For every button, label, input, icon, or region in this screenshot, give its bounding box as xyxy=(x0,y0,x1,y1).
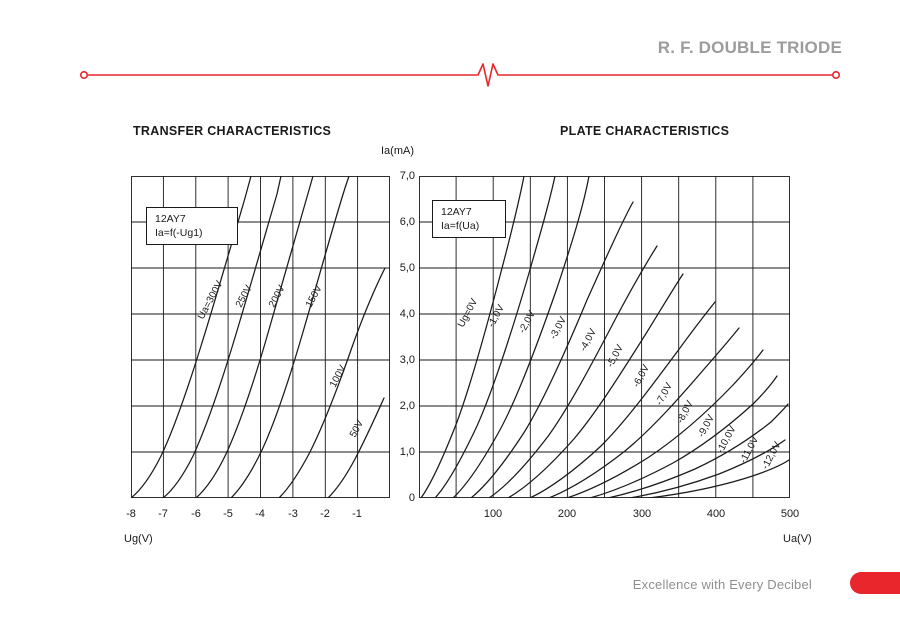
xtick-right-2: 300 xyxy=(632,508,652,520)
curve-label-100v: 100V xyxy=(327,363,349,390)
axis-label-ug: Ug(V) xyxy=(124,533,153,545)
xtick-right-1: 200 xyxy=(557,508,577,520)
curve-label-250v: 250V xyxy=(233,283,255,310)
legend-right-line1: 12AY7 xyxy=(441,206,472,218)
xtick-left-4: -4 xyxy=(255,508,265,520)
xtick-right-0: 100 xyxy=(483,508,503,520)
curve-label-200v: 200V xyxy=(266,283,288,310)
xtick-right-4: 500 xyxy=(780,508,800,520)
xtick-left-6: -2 xyxy=(320,508,330,520)
curve-label-m5v: -5,0V xyxy=(604,343,626,370)
ytick-5: 5,0 xyxy=(399,262,415,274)
curve-label-m12v: -12,0V xyxy=(759,440,784,472)
xtick-left-3: -5 xyxy=(223,508,233,520)
curve-label-150v: 150V xyxy=(303,283,325,310)
ytick-2: 2,0 xyxy=(399,400,415,412)
xtick-left-1: -7 xyxy=(158,508,168,520)
ytick-0: 0 xyxy=(408,492,415,504)
curve-label-m2v: -2,0V xyxy=(516,309,538,336)
curve-label-ug0v: Ug=0V xyxy=(455,296,481,330)
curve-label-m9v: -9,0V xyxy=(695,413,717,440)
curve-label-m8v: -8,0V xyxy=(674,399,696,426)
curve-label-m6v: -6,0V xyxy=(630,363,652,390)
curve-label-m11v: -11,0V xyxy=(737,434,762,466)
ytick-1: 1,0 xyxy=(399,446,415,458)
ytick-6: 6,0 xyxy=(399,216,415,228)
header-divider-pulse xyxy=(80,62,840,88)
legend-left-line1: 12AY7 xyxy=(155,213,186,225)
xtick-left-0: -8 xyxy=(126,508,136,520)
xtick-right-3: 400 xyxy=(706,508,726,520)
curve-label-m4v: -4,0V xyxy=(577,327,599,354)
curve-label-m7v: -7,0V xyxy=(653,381,675,408)
plate-characteristics-title: PLATE CHARACTERISTICS xyxy=(560,124,730,138)
legend-box-transfer xyxy=(146,207,238,245)
footer-tagline: Excellence with Every Decibel xyxy=(632,577,812,592)
curve-label-m1v: -1,0V xyxy=(485,303,507,330)
page-title: R. F. DOUBLE TRIODE xyxy=(657,38,842,57)
legend-right-line2: Ia=f(Ua) xyxy=(441,220,480,233)
ytick-7: 7,0 xyxy=(399,170,415,182)
transfer-characteristics-title: TRANSFER CHARACTERISTICS xyxy=(133,124,332,138)
curve-label-m10v: -10,0V xyxy=(714,424,739,456)
legend-left-line2: Ia=f(-Ug1) xyxy=(155,227,203,240)
curve-label-50v: 50V xyxy=(347,418,367,440)
curve-label-300v: Ua=300V xyxy=(195,279,226,322)
footer-accent-bar xyxy=(850,572,900,594)
legend-box-plate xyxy=(432,200,506,238)
ytick-3: 3,0 xyxy=(399,354,415,366)
ytick-4: 4,0 xyxy=(399,308,415,320)
axis-label-ia: Ia(mA) xyxy=(381,145,414,157)
xtick-left-7: -1 xyxy=(352,508,362,520)
xtick-left-2: -6 xyxy=(191,508,201,520)
curve-label-m3v: -3,0V xyxy=(547,315,569,342)
xtick-left-5: -3 xyxy=(288,508,298,520)
page-header xyxy=(0,0,900,100)
axis-label-ua: Ua(V) xyxy=(783,533,812,545)
